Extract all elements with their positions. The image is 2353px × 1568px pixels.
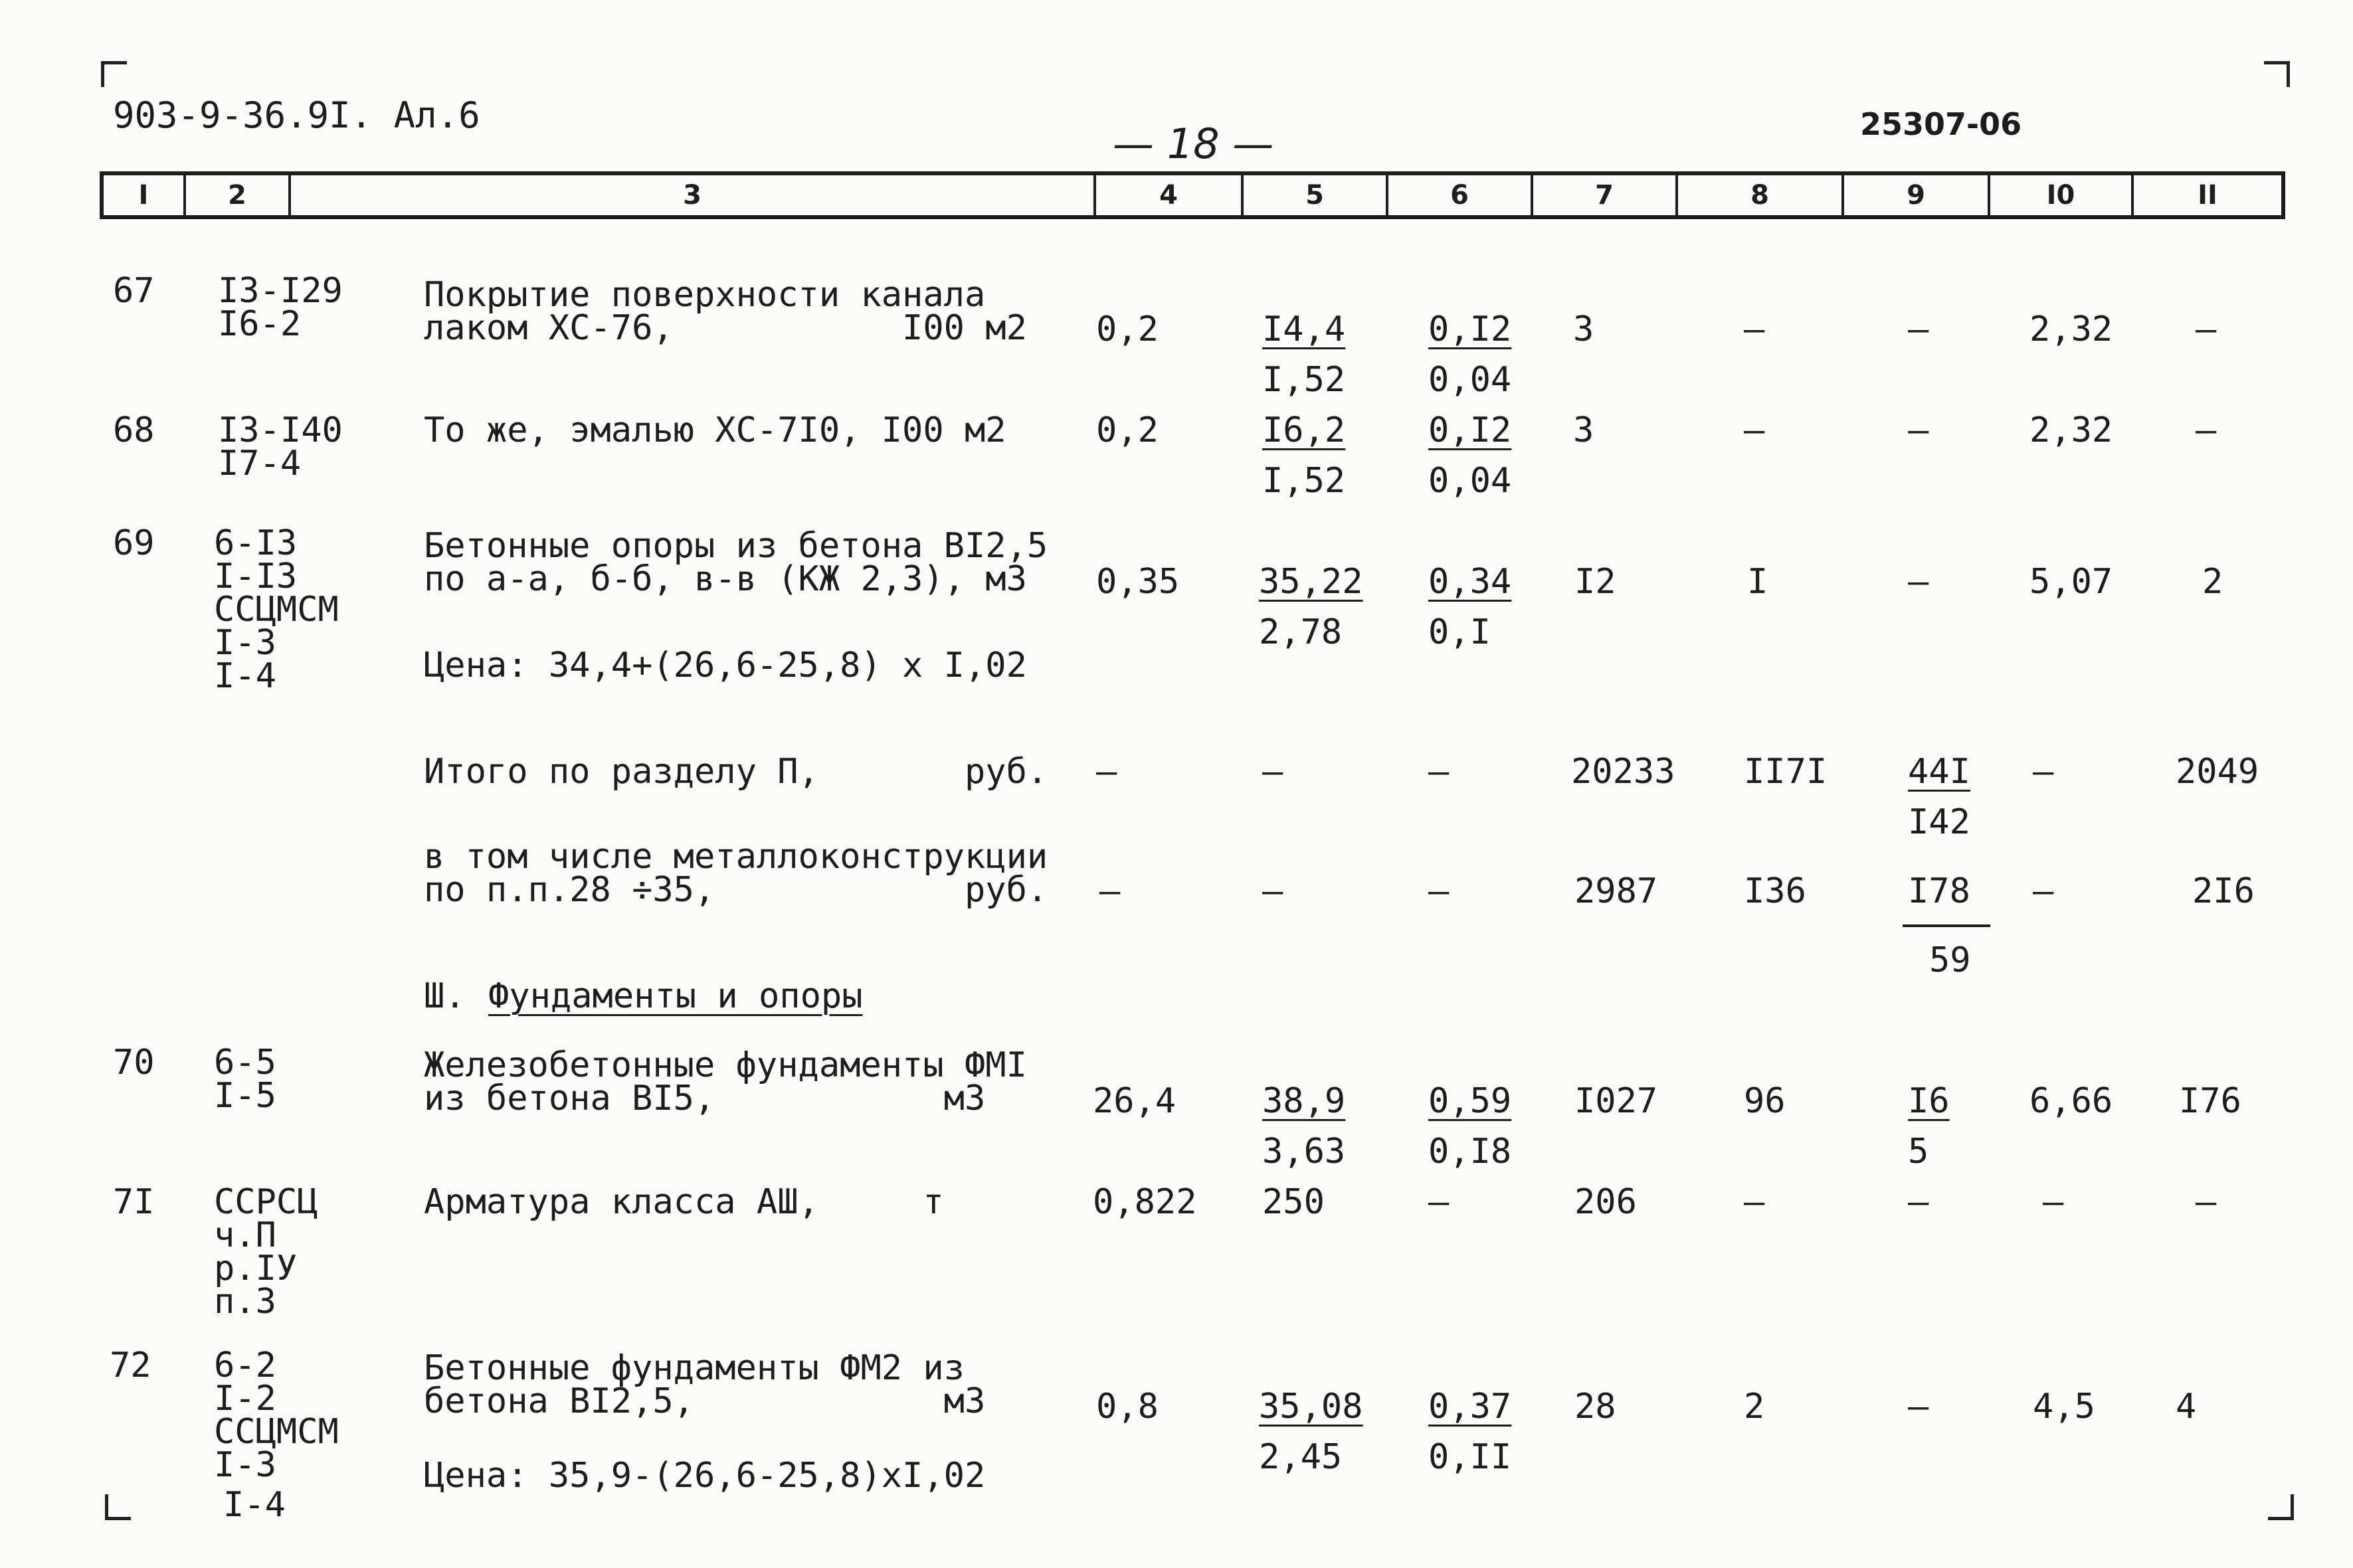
column-header-6: 6 [1388, 175, 1533, 215]
work-description: Бетонные опоры из бетона BI2,5 [424, 526, 1048, 566]
rate-code: 6-2 [214, 1346, 276, 1385]
cell-col-11: 2I6 [2192, 871, 2255, 911]
rate-code: I3-I40 [218, 410, 343, 450]
column-header-3: 3 [291, 175, 1096, 215]
cell-col-8: 96 [1744, 1081, 1786, 1121]
document-code: 903-9-36.9I. Ал.6 [113, 94, 480, 136]
cell-col-5: – [1262, 752, 1283, 792]
unit-cost-machines: 0,34 [1428, 562, 1512, 602]
cell-col-9: – [1908, 309, 1929, 349]
cell-col-8: I36 [1744, 871, 1806, 911]
cell-col-8: – [1744, 309, 1765, 349]
quantity: 0,8 [1096, 1387, 1159, 1427]
cell-col-11: – [2196, 410, 2217, 450]
rate-code: I7-4 [218, 444, 302, 483]
rate-code: I-4 [223, 1485, 286, 1525]
cell-col-9-top: 44I [1908, 752, 1970, 792]
cell-col-9-bottom: 59 [1929, 940, 1971, 980]
section-title: Фундаменты и опоры [488, 976, 863, 1016]
quantity: 0,2 [1096, 410, 1159, 450]
rate-code: ССРСЦ [214, 1182, 318, 1222]
cell-col-9-top: I6 [1908, 1081, 1950, 1121]
cell-col-8: – [1744, 410, 1765, 450]
quantity: 0,822 [1093, 1182, 1197, 1222]
total-cost: 20233 [1571, 752, 1675, 792]
cell-col-8: – [1744, 1182, 1765, 1222]
unit-cost-total: I4,4 [1262, 309, 1346, 349]
cell-col-11: – [2196, 1182, 2217, 1222]
quantity: 0,2 [1096, 309, 1159, 349]
cell-col-9-top: I78 [1908, 871, 1970, 911]
rate-code: ССЦМСМ [214, 590, 339, 630]
cell-col-10: 5,07 [2029, 562, 2113, 602]
fraction-line [1903, 924, 1990, 927]
column-header-4: 4 [1096, 175, 1244, 215]
work-description: Покрытие поверхности канала [424, 275, 986, 315]
work-description: Бетонные фундаменты ФМ2 из [424, 1348, 965, 1388]
cell-col-10: 2,32 [2029, 309, 2113, 349]
cell-col-11: 2049 [2176, 752, 2259, 792]
cell-col-4: – [1099, 871, 1121, 911]
column-header-10: I0 [1990, 175, 2134, 215]
corner-mark-top-left [101, 61, 127, 87]
total-description: Итого по разделу П, руб. [424, 752, 1048, 792]
cell-col-11: 2 [2202, 562, 2223, 602]
unit-cost-total: 38,9 [1262, 1081, 1346, 1121]
column-header-2: 2 [186, 175, 291, 215]
rate-code: I-5 [214, 1076, 276, 1116]
row-number: 67 [113, 271, 155, 311]
rate-code: ССЦМСМ [214, 1412, 339, 1452]
corner-mark-top-right [2264, 61, 2290, 87]
work-description: Железобетонные фундаменты ФМI [424, 1045, 1027, 1085]
column-header-1: I [104, 175, 186, 215]
rate-code: I-4 [214, 656, 276, 696]
row-number: 70 [113, 1043, 155, 1083]
cell-col-10: – [2033, 752, 2054, 792]
total-cost: 3 [1573, 410, 1594, 450]
rate-code: I-3 [214, 1445, 276, 1485]
unit-cost-machines-wages: 0,II [1428, 1437, 1512, 1477]
work-description: по а-а, б-б, в-в (КЖ 2,3), м3 [424, 559, 1027, 599]
document-id: 25307-06 [1860, 106, 2022, 142]
unit-cost-wages: I,52 [1262, 461, 1346, 501]
rate-code: 6-I3 [214, 523, 298, 563]
cell-col-11: I76 [2179, 1081, 2241, 1121]
cell-col-9: – [1908, 410, 1929, 450]
work-description: лаком ХС-76, I00 м2 [424, 308, 1027, 348]
unit-cost-total: 250 [1262, 1182, 1325, 1222]
rate-code: I3-I29 [218, 271, 343, 311]
work-description: То же, эмалью ХС-7I0, I00 м2 [424, 410, 1006, 450]
cell-col-10: – [2033, 871, 2054, 911]
rate-code: ч.П [214, 1215, 276, 1255]
subtotal-description: в том числе металлоконструкции [424, 837, 1048, 877]
quantity: 26,4 [1093, 1081, 1176, 1121]
quantity: 0,35 [1096, 562, 1180, 602]
row-number: 7I [113, 1182, 155, 1222]
work-description: из бетона BI5, м3 [424, 1079, 986, 1118]
total-cost: I2 [1574, 562, 1616, 602]
row-number: 68 [113, 410, 155, 450]
unit-cost-total: 35,22 [1259, 562, 1363, 602]
cell-col-6: – [1428, 752, 1450, 792]
unit-cost-wages: 2,45 [1259, 1437, 1343, 1477]
cell-col-10: – [2043, 1182, 2064, 1222]
page-number: — 18 — [1113, 120, 1274, 168]
unit-cost-machines: 0,37 [1428, 1387, 1512, 1427]
column-header-row [100, 171, 2285, 219]
unit-cost-wages: I,52 [1262, 360, 1346, 400]
unit-cost-machines: 0,59 [1428, 1081, 1512, 1121]
total-cost: 206 [1574, 1182, 1637, 1222]
total-cost: 2987 [1574, 871, 1658, 911]
column-header-8: 8 [1678, 175, 1844, 215]
cell-col-8: II7I [1744, 752, 1828, 792]
cell-col-11: – [2196, 309, 2217, 349]
corner-mark-bottom-right [2268, 1494, 2294, 1520]
unit-cost-machines: 0,I2 [1428, 309, 1512, 349]
unit-cost-wages: 2,78 [1259, 612, 1343, 652]
cell-col-9-bottom: I42 [1908, 802, 1970, 842]
unit-cost-machines: 0,I2 [1428, 410, 1512, 450]
cell-col-9-bottom: 5 [1908, 1132, 1929, 1172]
cell-col-8: 2 [1744, 1387, 1765, 1427]
cell-col-11: 4 [2176, 1387, 2197, 1427]
cell-col-5: – [1262, 871, 1283, 911]
unit-cost-total: 35,08 [1259, 1387, 1363, 1427]
rate-code: I-3 [214, 623, 276, 663]
section-prefix: Ш. [424, 976, 466, 1016]
work-description: Арматура класса АШ, т [424, 1182, 944, 1222]
total-cost: I027 [1574, 1081, 1658, 1121]
cell-col-9: – [1908, 1182, 1929, 1222]
column-header-9: 9 [1844, 175, 1990, 215]
column-header-5: 5 [1244, 175, 1388, 215]
rate-code: п.3 [214, 1282, 276, 1322]
unit-cost-total: I6,2 [1262, 410, 1346, 450]
column-header-11: II [2198, 180, 2217, 211]
work-description: бетона BI2,5, м3 [424, 1381, 986, 1421]
cell-col-6: – [1428, 871, 1450, 911]
cell-col-10: 2,32 [2029, 410, 2113, 450]
cell-col-8: I [1747, 562, 1768, 602]
rate-code: I6-2 [218, 304, 302, 344]
rate-code: I-I3 [214, 557, 298, 596]
unit-cost-wages: 3,63 [1262, 1132, 1346, 1172]
column-header-7: 7 [1533, 175, 1678, 215]
rate-code: I-2 [214, 1379, 276, 1419]
cell-col-9: – [1908, 562, 1929, 602]
cell-col-4: – [1096, 752, 1117, 792]
total-cost: 28 [1574, 1387, 1616, 1427]
rate-code: р.IУ [214, 1249, 298, 1288]
row-number: 69 [113, 523, 155, 563]
cell-col-10: 6,66 [2029, 1081, 2113, 1121]
corner-mark-bottom-left [105, 1494, 131, 1520]
price-formula: Цена: 34,4+(26,6-25,8) х I,02 [424, 646, 1027, 685]
unit-cost-machines-wages: 0,I [1428, 612, 1491, 652]
subtotal-description: по п.п.28 ÷35, руб. [424, 870, 1048, 910]
price-formula: Цена: 35,9-(26,6-25,8)хI,02 [424, 1456, 986, 1496]
unit-cost-machines-wages: 0,04 [1428, 461, 1512, 501]
rate-code: 6-5 [214, 1043, 276, 1083]
row-number: 72 [110, 1346, 151, 1385]
unit-cost-machines-wages: 0,04 [1428, 360, 1512, 400]
cell-col-9: – [1908, 1387, 1929, 1427]
total-cost: 3 [1573, 309, 1594, 349]
unit-cost-machines-wages: 0,I8 [1428, 1132, 1512, 1172]
cell-col-10: 4,5 [2033, 1387, 2095, 1427]
cell-col-6: – [1428, 1182, 1450, 1222]
